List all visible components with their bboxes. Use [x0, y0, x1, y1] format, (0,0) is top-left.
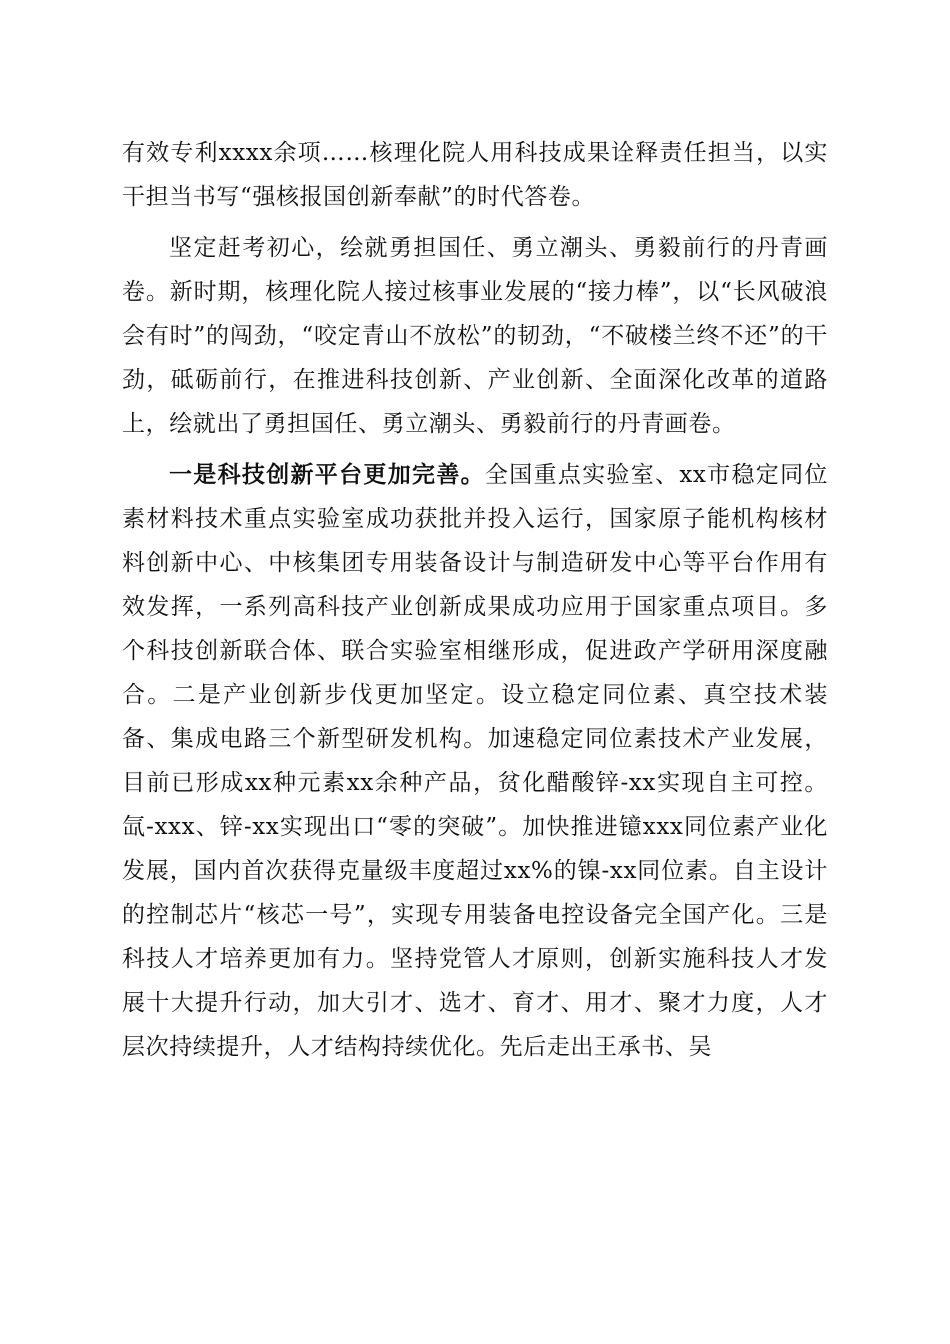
- paragraph-3-text: 全国重点实验室、xx市稳定同位素材料技术重点实验室成功获批并投入运行，国家原子能机构核材料创新中心、中核集团专用装备设计与制造研发中心等平台作用有效发挥，一系列高科技产业创新成果成功应用于国家重点项目。多个科技创新联合体、联合实验室相继形成，促进政产学研用深度融合。二是产业创新步伐更加坚定。设立稳定同位素、真空技术装备、集成电路三个新型研发机构。加速稳定同位素技术产业发展，目前已形成xx种元素xx余种产品，贫化醋酸锌-xx实现自主可控。氙-xxx、锌-xx实现出口“零的突破”。加快推进镱xxx同位素产业化发展，国内首次获得克量级丰度超过xx%的镍-xx同位素。自主设计的控制芯片“核芯一号”，实现专用装备电控设备完全国产化。三是科技人才培养更加有力。坚持党管人才原则，创新实施科技人才发展十大提升行动，加大引才、选才、育才、用才、聚才力度，人才层次持续提升，人才结构持续优化。先后走出王承书、吴: [122, 462, 828, 1060]
- paragraph-2-text: 坚定赶考初心，绘就勇担国任、勇立潮头、勇毅前行的丹青画卷。新时期，核理化院人接过核事业发展的“接力棒”，以“长风破浪会有时”的闯劲，“咬定青山不放松”的韧劲，“不破楼兰终不还”的干劲，砥砺前行，在推进科技创新、产业创新、全面深化改革的道路上，绘就出了勇担国任、勇立潮头、勇毅前行的丹青画卷。: [122, 235, 828, 437]
- paragraph-1-text: 有效专利xxxx余项……核理化院人用科技成果诠释责任担当，以实干担当书写“强核报国创新奉献”的时代答卷。: [122, 140, 828, 210]
- paragraph-2: [122, 226, 828, 446]
- paragraph-3: [122, 453, 828, 1069]
- paragraph-3-lead-heading: 一是科技创新平台更加完善。: [169, 461, 485, 488]
- paragraph-1: [122, 131, 828, 219]
- document-body: [122, 131, 828, 1076]
